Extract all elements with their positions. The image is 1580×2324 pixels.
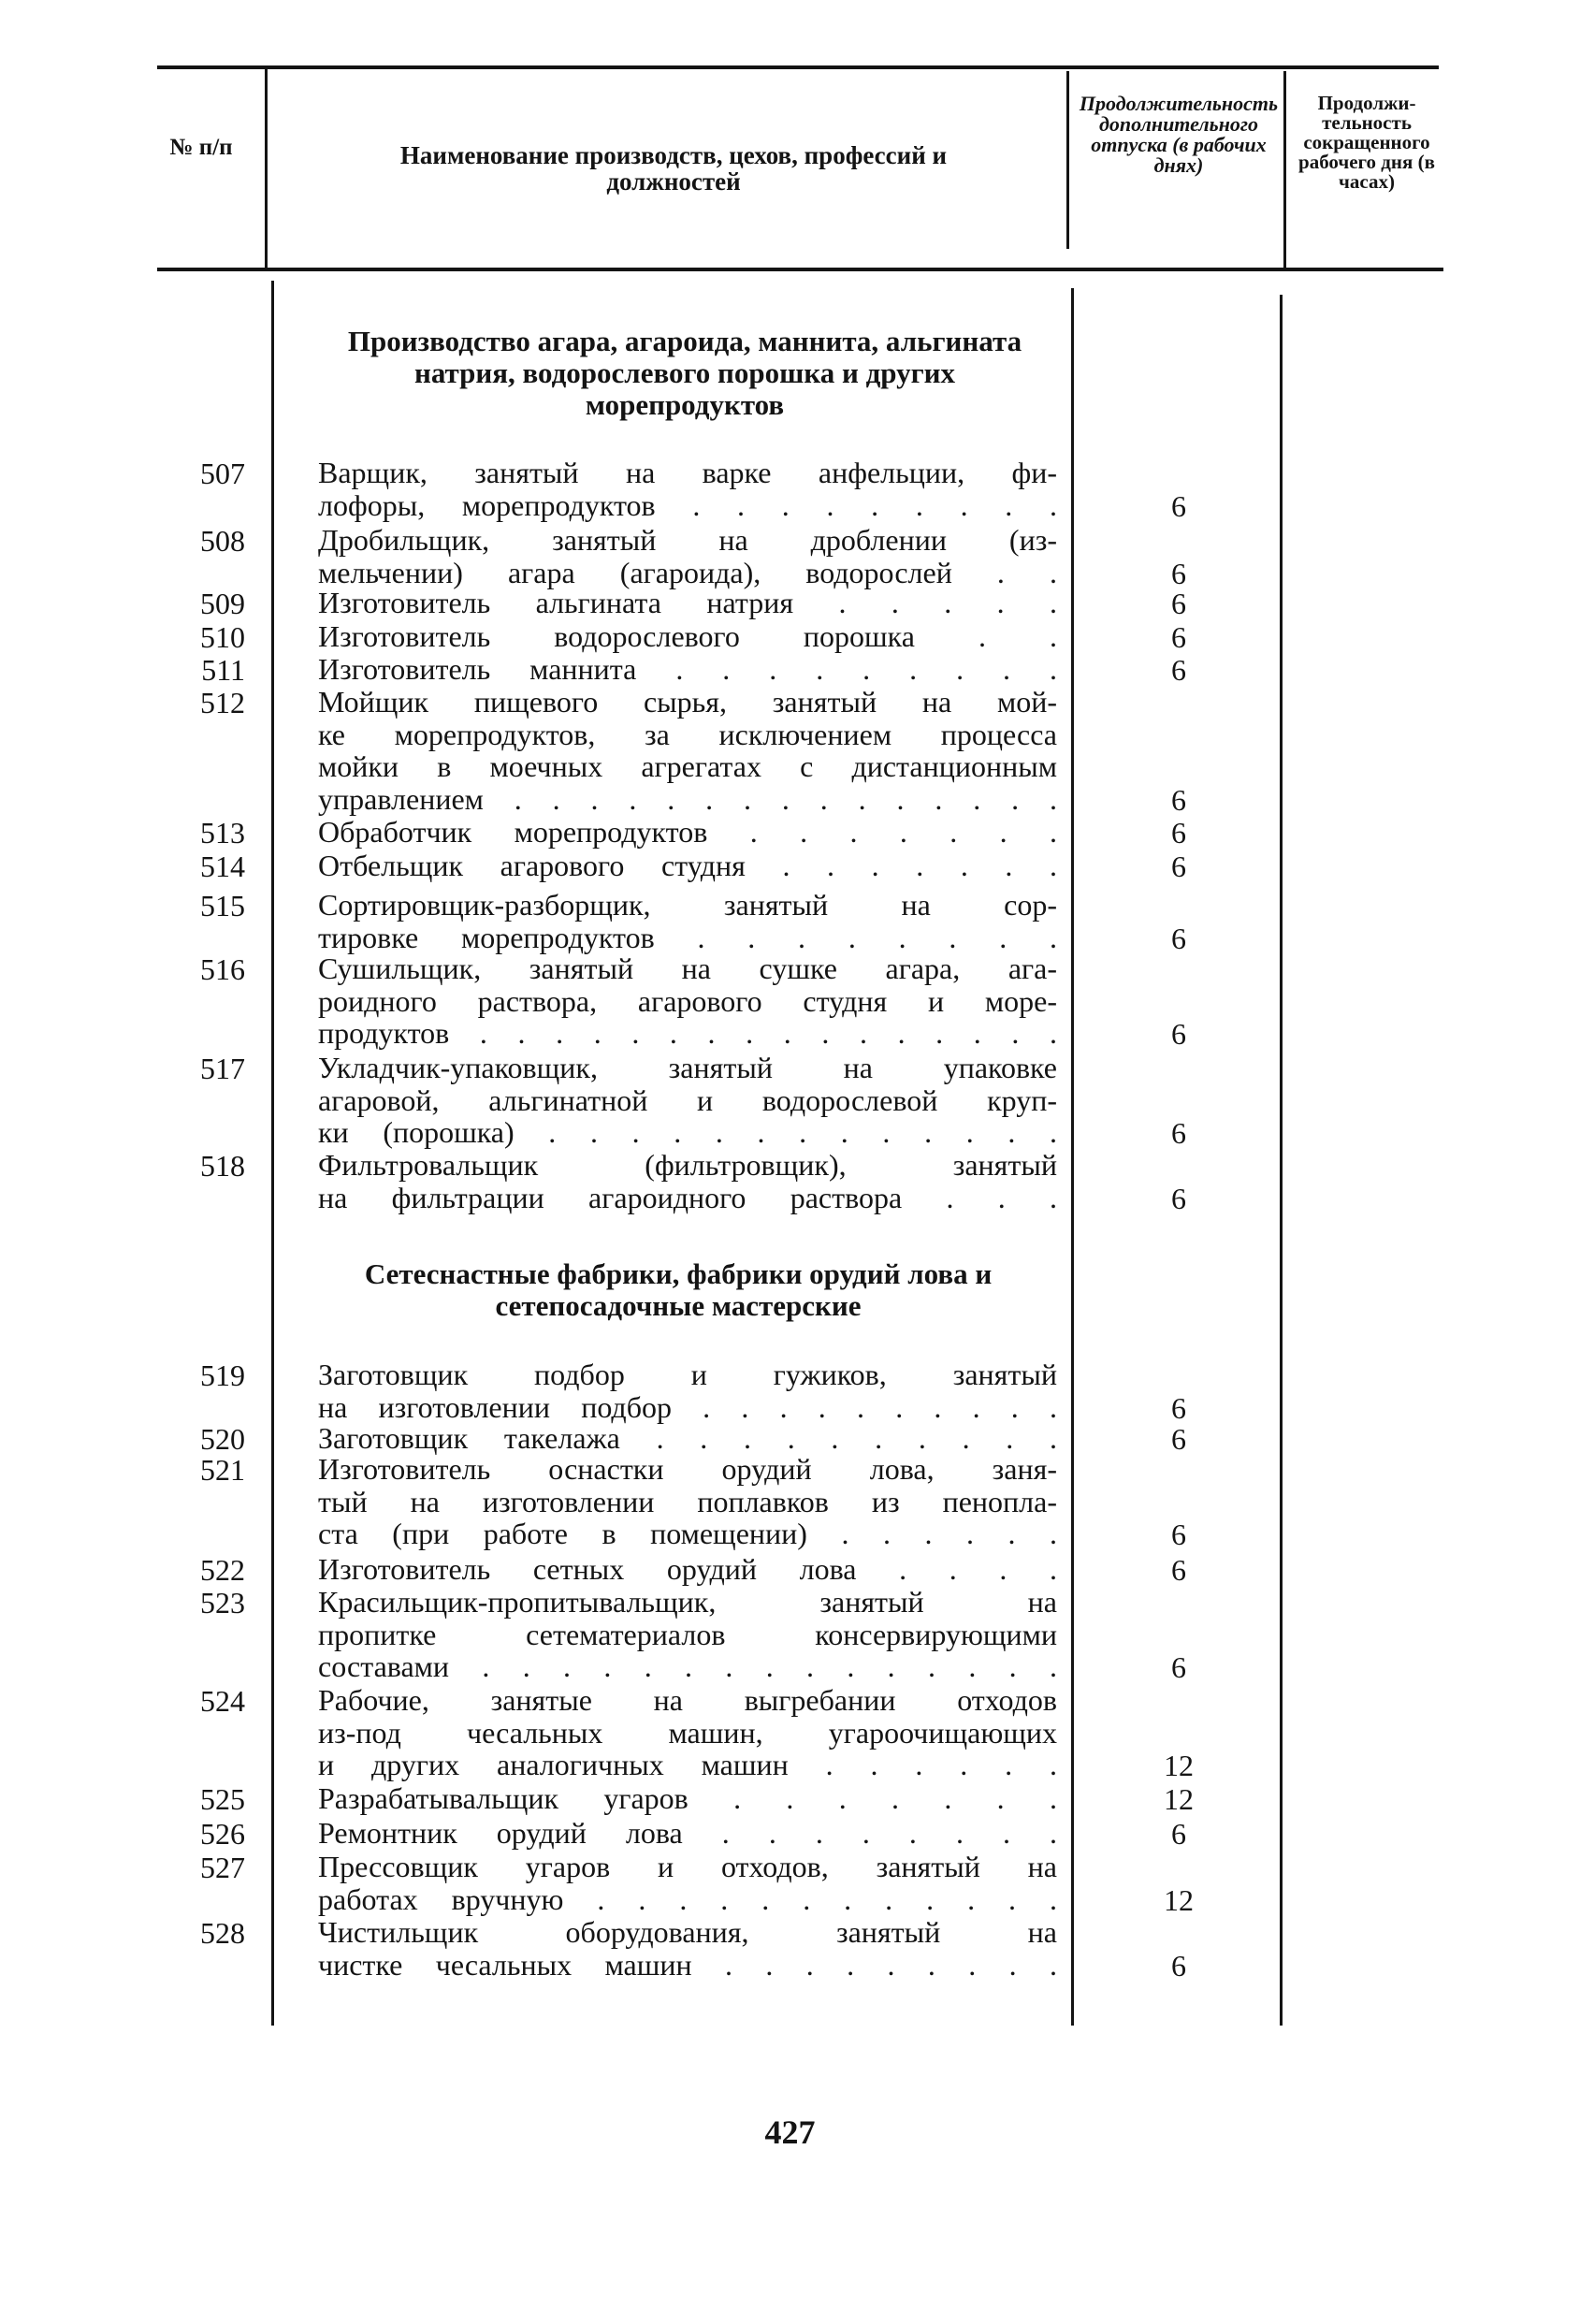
- row-number: 525: [200, 1782, 245, 1816]
- row-name: [318, 816, 1057, 849]
- header-number: № п/п: [169, 135, 233, 160]
- row-leave-days: 6: [1171, 488, 1186, 523]
- row-name-line: тый на изготовлении поплавков из пенопла-: [318, 1484, 1057, 1518]
- row-name: [318, 457, 1057, 521]
- row-number: 511: [201, 653, 245, 687]
- row-name: [318, 1453, 1057, 1550]
- row-name-line: Разрабатывальщик угаров . . . . . . .: [318, 1781, 1057, 1815]
- row-name: [318, 653, 1057, 686]
- row-number: 521: [200, 1453, 245, 1487]
- row-name: [318, 1684, 1057, 1781]
- row-name-line: Рабочие, занятые на выгребании отходов: [318, 1683, 1057, 1717]
- row-leave-days: 6: [1171, 1116, 1186, 1150]
- row-name: [318, 1422, 1057, 1455]
- row-number: 508: [200, 524, 245, 558]
- row-name: [318, 1586, 1057, 1683]
- header-leave-duration: Продолжительность дополнительного отпуска (в рабочих днях): [1079, 92, 1279, 177]
- row-number: 510: [200, 620, 245, 654]
- row-name-line: на изготовлении подбор . . . . . . . . . .: [318, 1389, 1057, 1424]
- row-name-line: Изготовитель оснастки орудий лова, заня-: [318, 1452, 1057, 1486]
- row-leave-days: 6: [1171, 620, 1186, 654]
- row-name-line: Обработчик морепродуктов . . . . . . .: [318, 815, 1057, 849]
- body-divider-3: [1280, 295, 1283, 2026]
- row-name-line: из-под чесальных машин, угароочищающих: [318, 1715, 1057, 1750]
- row-name-line: ке морепродуктов, за исключением процесса: [318, 717, 1057, 751]
- row-leave-days: 6: [1171, 1181, 1186, 1215]
- row-number: 524: [200, 1684, 245, 1718]
- row-number: 507: [200, 457, 245, 490]
- row-name-line: лофоры, морепродуктов . . . . . . . . .: [318, 487, 1057, 522]
- row-name-line: Заготовщик подбор и гужиков, занятый: [318, 1358, 1057, 1391]
- row-leave-days: 12: [1164, 1782, 1194, 1816]
- row-name: [318, 1916, 1057, 1981]
- row-leave-days: 6: [1171, 1422, 1186, 1456]
- row-name: [318, 1553, 1057, 1586]
- row-name: [318, 952, 1057, 1050]
- row-name: [318, 1782, 1057, 1815]
- row-name-line: ки (порошка) . . . . . . . . . . . . .: [318, 1115, 1057, 1149]
- row-number: 513: [200, 816, 245, 850]
- row-leave-days: 6: [1171, 1948, 1186, 1983]
- row-leave-days: 6: [1171, 850, 1186, 883]
- row-name-line: роидного раствора, агарового студня и море-: [318, 983, 1057, 1018]
- row-number: 523: [200, 1586, 245, 1620]
- row-name-line: ста (при работе в помещении) . . . . . .: [318, 1517, 1057, 1550]
- row-leave-days: 6: [1171, 782, 1186, 817]
- row-leave-days: 6: [1171, 556, 1186, 590]
- row-name-line: Изготовитель сетных орудий лова . . . .: [318, 1552, 1057, 1586]
- row-leave-days: 12: [1164, 1749, 1194, 1782]
- row-name-line: Чистильщик оборудования, занятый на: [318, 1915, 1057, 1949]
- row-number: 516: [200, 952, 245, 986]
- row-name-line: Прессовщик угаров и отходов, занятый на: [318, 1850, 1057, 1883]
- row-number: 526: [200, 1817, 245, 1851]
- row-leave-days: 12: [1164, 1882, 1194, 1917]
- page-number: 427: [764, 2113, 816, 2151]
- row-name: [318, 587, 1057, 619]
- header-name: Наименование производств, цехов, профессий и должностей: [399, 141, 948, 196]
- row-name-line: управлением . . . . . . . . . . . . . . .: [318, 781, 1057, 816]
- row-name-line: Укладчик-упаковщик, занятый на упаковке: [318, 1051, 1057, 1084]
- row-name-line: Изготовитель маннита . . . . . . . . .: [318, 652, 1057, 686]
- section-title: Производство агара, агароида, маннита, альгината натрия, водорослевого порошка и других морепродуктов: [347, 325, 1022, 421]
- row-name-line: на фильтрации агароидного раствора . . .: [318, 1180, 1057, 1214]
- row-name-line: Сортировщик-разборщик, занятый на сор-: [318, 888, 1057, 922]
- header-short-day: Продолжительность сокращенного рабочего дня (в часах): [1298, 92, 1435, 193]
- row-name-line: мельчении) агара (агароида), водорослей . .: [318, 555, 1057, 589]
- row-number: 517: [200, 1052, 245, 1085]
- row-name-line: Заготовщик такелажа . . . . . . . . . .: [318, 1421, 1057, 1455]
- row-number: 515: [200, 889, 245, 922]
- row-name-line: составами . . . . . . . . . . . . . . .: [318, 1649, 1057, 1683]
- row-name: [318, 1149, 1057, 1213]
- row-number: 512: [200, 686, 245, 719]
- row-name-line: агаровой, альгинатной и водорослевой круп-: [318, 1082, 1057, 1117]
- row-name-line: Изготовитель альгината натрия . . . . .: [318, 586, 1057, 619]
- row-leave-days: 6: [1171, 653, 1186, 687]
- row-name: [318, 1358, 1057, 1423]
- row-number: 509: [200, 587, 245, 620]
- row-name-line: продуктов . . . . . . . . . . . . . . . .: [318, 1016, 1057, 1050]
- row-name: [318, 620, 1057, 653]
- row-leave-days: 6: [1171, 1390, 1186, 1425]
- row-name: [318, 686, 1057, 815]
- row-name-line: Красильщик-пропитывальщик, занятый на: [318, 1585, 1057, 1619]
- row-number: 519: [200, 1358, 245, 1392]
- row-name-line: Мойщик пищевого сырья, занятый на мой-: [318, 685, 1057, 719]
- row-name-line: Изготовитель водорослевого порошка . .: [318, 619, 1057, 653]
- row-leave-days: 6: [1171, 1553, 1186, 1587]
- row-name: [318, 889, 1057, 953]
- header-divider-2: [1066, 71, 1069, 249]
- row-name-line: и других аналогичных машин . . . . . .: [318, 1748, 1057, 1781]
- row-name: [318, 1052, 1057, 1149]
- row-number: 527: [200, 1851, 245, 1884]
- row-name-line: Фильтровальщик (фильтровщик), занятый: [318, 1148, 1057, 1182]
- row-name-line: Сушильщик, занятый на сушке агара, ага-: [318, 951, 1057, 985]
- row-number: 522: [200, 1553, 245, 1587]
- row-number: 518: [200, 1149, 245, 1183]
- section-title: Сетеснастные фабрики, фабрики орудий лова и сетепосадочные мастерские: [364, 1257, 993, 1322]
- row-leave-days: 6: [1171, 1518, 1186, 1551]
- row-number: 528: [200, 1916, 245, 1950]
- top-rule: [157, 65, 1439, 69]
- row-leave-days: 6: [1171, 1817, 1186, 1851]
- row-name-line: чистке чесальных машин . . . . . . . . .: [318, 1947, 1057, 1982]
- row-leave-days: 6: [1171, 816, 1186, 850]
- header-bottom-rule: [157, 268, 1443, 271]
- row-name-line: Отбельщик агарового студня . . . . . . .: [318, 849, 1057, 882]
- row-name-line: работах вручную . . . . . . . . . . . .: [318, 1881, 1057, 1916]
- row-leave-days: 6: [1171, 587, 1186, 620]
- row-name: [318, 850, 1057, 882]
- row-leave-days: 6: [1171, 1650, 1186, 1684]
- row-name-line: тировке морепродуктов . . . . . . . .: [318, 920, 1057, 954]
- row-name: [318, 1817, 1057, 1850]
- row-leave-days: 6: [1171, 1017, 1186, 1051]
- row-name: [318, 524, 1057, 588]
- body-divider-2: [1071, 288, 1074, 2026]
- row-name-line: пропитке сетематериалов консервирующими: [318, 1617, 1057, 1651]
- header-divider-1: [265, 67, 268, 269]
- row-name-line: Варщик, занятый на варке анфельции, фи-: [318, 456, 1057, 489]
- body-divider-1: [271, 281, 274, 2026]
- row-number: 520: [200, 1422, 245, 1456]
- row-name-line: мойки в моечных агрегатах с дистанционным: [318, 749, 1057, 783]
- row-leave-days: 6: [1171, 921, 1186, 955]
- row-name-line: Дробильщик, занятый на дроблении (из-: [318, 523, 1057, 557]
- row-name-line: Ремонтник орудий лова . . . . . . . .: [318, 1816, 1057, 1850]
- row-name: [318, 1851, 1057, 1915]
- row-number: 514: [200, 850, 245, 883]
